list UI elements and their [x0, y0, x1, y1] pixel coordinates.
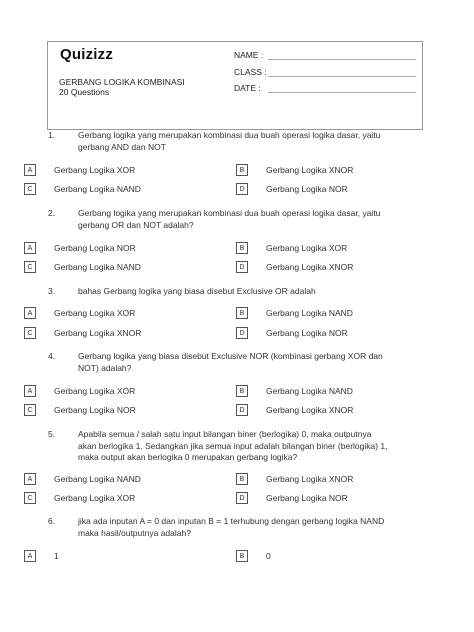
question-text [78, 429, 428, 464]
option-text: Gerbang Logika XOR [54, 165, 136, 175]
option-text: Gerbang Logika XNOR [54, 328, 142, 338]
option-text: Gerbang Logika XOR [54, 493, 136, 503]
question-line: Gerbang logika yang biasa disebut Exclusive NOR (kombinasi gerbang XOR dan [78, 351, 383, 361]
date-line [268, 92, 416, 93]
option-text: Gerbang Logika XNOR [266, 405, 354, 415]
question-line: gerbang AND dan NOT [78, 141, 166, 152]
question-number: 1. [48, 130, 56, 140]
question-6 [48, 516, 428, 540]
option-text: Gerbang Logika XOR [54, 386, 136, 396]
option-letter: D [236, 327, 248, 339]
option-letter: D [236, 183, 248, 195]
option-letter: A [24, 307, 36, 319]
option-letter: D [236, 404, 248, 416]
option-text: Gerbang Logika NOR [266, 328, 348, 338]
option-text: Gerbang Logika NOR [266, 184, 348, 194]
option-text: Gerbang Logika NAND [266, 308, 353, 318]
option-text: Gerbang Logika NOR [266, 493, 348, 503]
option-text: Gerbang Logika XOR [266, 243, 348, 253]
option-text: Gerbang Logika NAND [54, 184, 141, 194]
question-count: 20 Questions [59, 87, 110, 97]
question-1 [48, 130, 428, 154]
option-letter: B [236, 307, 248, 319]
option-letter: C [24, 183, 36, 195]
option-text: Gerbang Logika NOR [54, 405, 136, 415]
option-letter: C [24, 404, 36, 416]
question-line: Gerbang logika yang merupakan kombinasi dua buah operasi logika dasar, yaitu [78, 208, 381, 218]
question-number: 3. [48, 286, 56, 296]
option-letter: D [236, 492, 248, 504]
option-text: Gerbang Logika NOR [54, 243, 136, 253]
option-letter: B [236, 550, 248, 562]
question-number: 6. [48, 516, 56, 526]
question-text [78, 286, 428, 298]
option-letter: A [24, 473, 36, 485]
option-text: Gerbang Logika NAND [266, 386, 353, 396]
question-text [78, 208, 428, 231]
question-line: maka hasil/outputnya adalah? [78, 527, 191, 538]
question-4 [48, 351, 428, 375]
option-letter: A [24, 385, 36, 397]
option-letter: D [236, 261, 248, 273]
class-label: CLASS : [234, 67, 267, 77]
question-text [78, 516, 428, 539]
question-text [78, 351, 428, 374]
option-text: 0 [266, 551, 271, 561]
date-label: DATE : [234, 83, 261, 93]
question-text [78, 130, 428, 153]
option-letter: C [24, 492, 36, 504]
option-letter: C [24, 327, 36, 339]
question-3 [48, 286, 428, 298]
name-line [268, 59, 416, 60]
question-line: maka output akan berlogika 0 merupakan gerbang logika? [78, 452, 298, 462]
worksheet-header [47, 41, 423, 130]
question-5 [48, 429, 428, 465]
option-letter: A [24, 242, 36, 254]
option-text: Gerbang Logika NAND [54, 474, 141, 484]
question-line: Gerbang logika yang merupakan kombinasi dua buah operasi logika dasar, yaitu [78, 130, 381, 140]
question-number: 2. [48, 208, 56, 218]
option-letter: B [236, 473, 248, 485]
quiz-title: GERBANG LOGIKA KOMBINASI [59, 77, 185, 87]
option-letter: C [24, 261, 36, 273]
option-letter: A [24, 164, 36, 176]
option-text: Gerbang Logika XNOR [266, 262, 354, 272]
option-text: Gerbang Logika XNOR [266, 165, 354, 175]
question-line: bahas Gerbang logika yang biasa disebut Exclusive OR adalah [78, 286, 316, 296]
question-2 [48, 208, 428, 232]
question-line: jika ada inputan A = 0 dan inputan B = 1 terhubung dengan gerbang logika NAND [78, 516, 385, 526]
option-text: 1 [54, 551, 59, 561]
option-text: Gerbang Logika NAND [54, 262, 141, 272]
option-letter: B [236, 164, 248, 176]
option-text: Gerbang Logika XOR [54, 308, 136, 318]
option-letter: B [236, 242, 248, 254]
question-number: 5. [48, 429, 56, 439]
option-letter: B [236, 385, 248, 397]
name-label: NAME : [234, 50, 264, 60]
option-text: Gerbang Logika XNOR [266, 474, 354, 484]
question-line: gerbang OR dan NOT adalah? [78, 219, 194, 230]
class-line [268, 76, 416, 77]
option-letter: A [24, 550, 36, 562]
question-number: 4. [48, 351, 56, 361]
question-line: NOT) adalah? [78, 362, 132, 373]
quizizz-logo: Quizizz [60, 46, 114, 63]
question-line: akan berlogika 1. Sedangkan jika semua input adalah bilangan biner (berlogika) 1, [78, 440, 388, 451]
question-line: Apabila semua / salah satu input bilangan biner (berlogika) 0, maka outputnya [78, 429, 372, 439]
